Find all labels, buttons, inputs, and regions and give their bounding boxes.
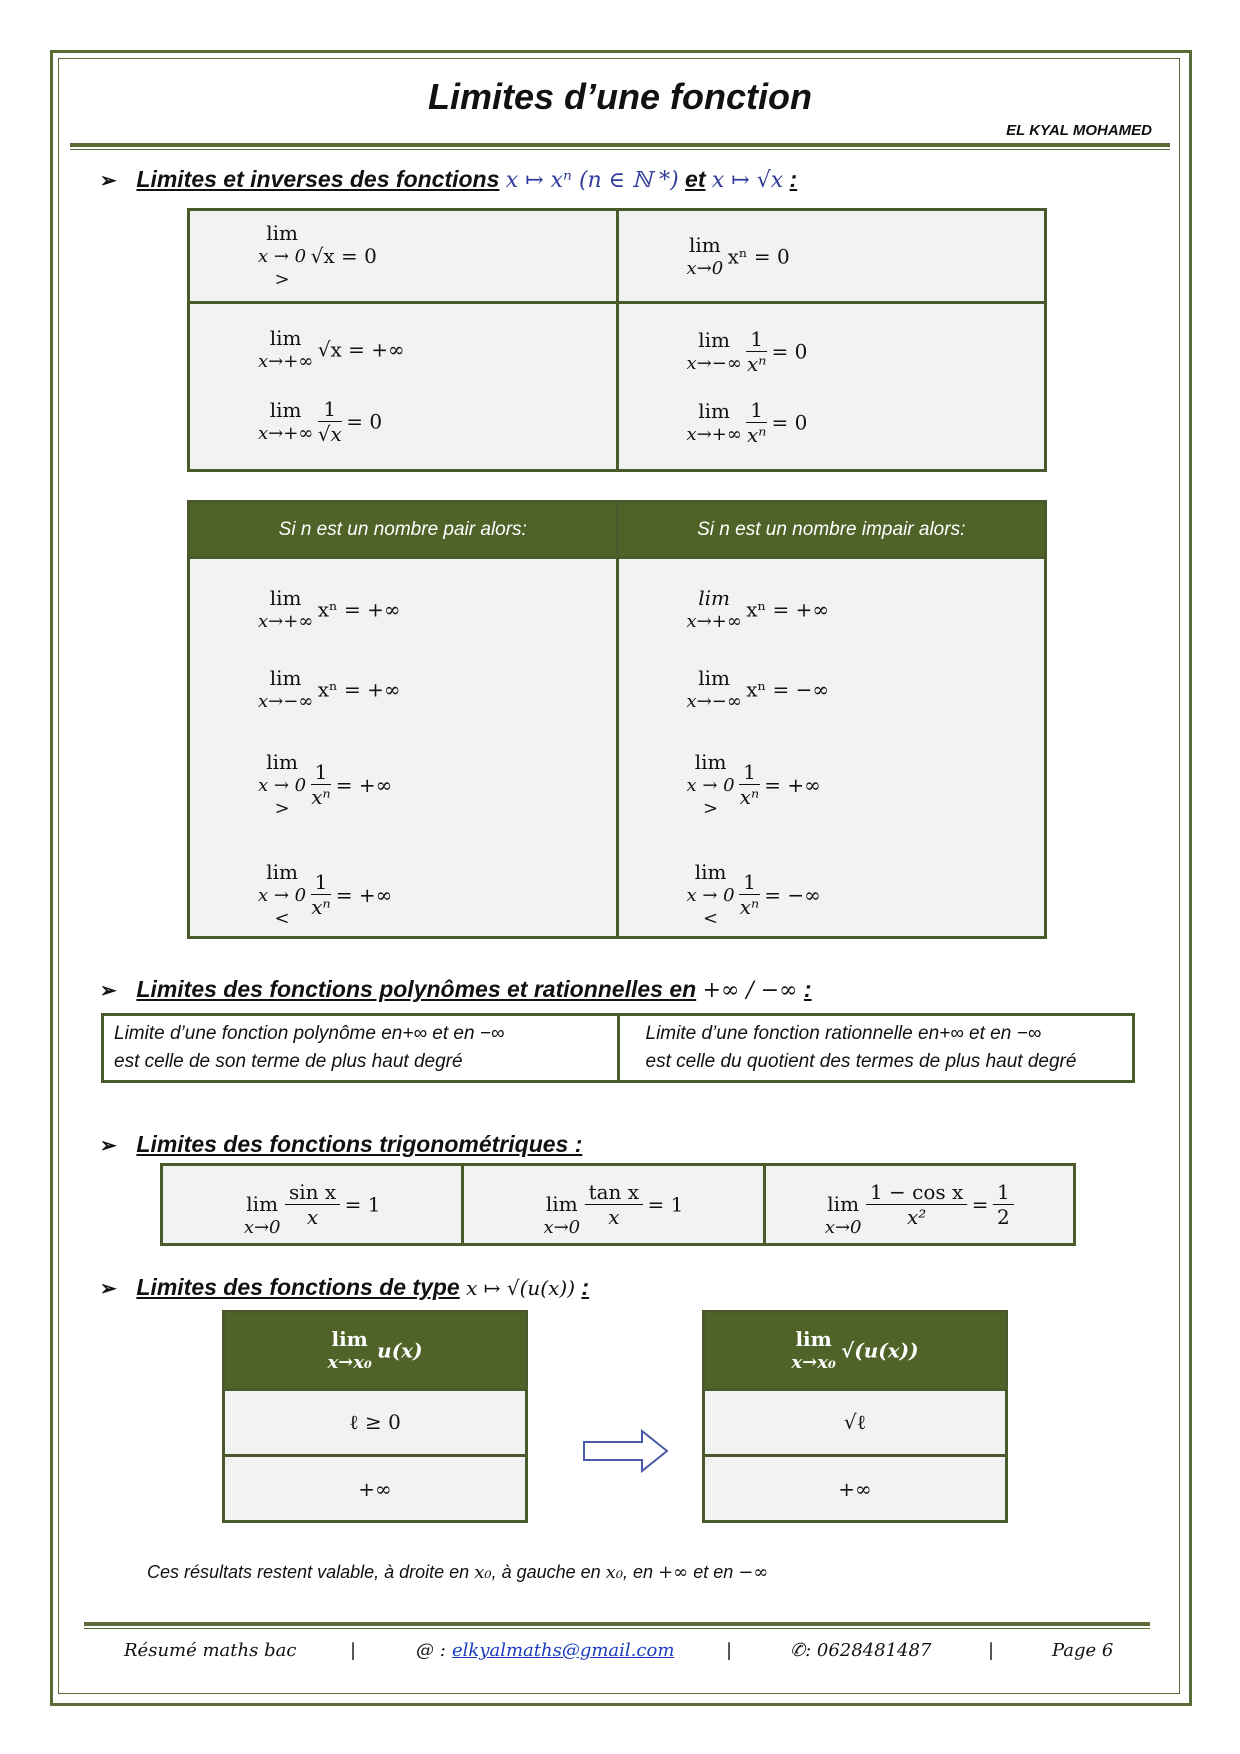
footer-at: @ :	[416, 1640, 446, 1661]
u-limit-infinity: +∞	[224, 1456, 527, 1522]
polynomial-rule: Limite d’une fonction polynôme en+∞ et en −∞ est celle de son terme de plus haut degré	[103, 1015, 619, 1082]
arrow-bullet-icon: ➢	[100, 170, 117, 192]
page-title: Limites d’une fonction	[428, 76, 812, 117]
cell-cos-limit: lim x→0 $\frac{\text{1 − cos x}}{\text{x²}}$ = $\frac{1}{2}$	[764, 1165, 1074, 1245]
inverse-limits-table	[187, 208, 1047, 472]
footer-phone: ✆: 0628481487	[790, 1640, 932, 1661]
arrow-bullet-icon: ➢	[100, 1135, 117, 1157]
cell-sqrt-infinity: lim x→+∞ √x = +∞ lim x→+∞ $\frac{1}{√x}$ = 0	[189, 303, 618, 471]
validity-note: Ces résultats restent valable, à droite en x₀, à gauche en x₀, en +∞ et en −∞	[147, 1562, 769, 1583]
footer-email-link[interactable]: elkyalmaths@gmail.com	[452, 1640, 675, 1661]
odd-header: Si n est un nombre impair alors:	[617, 502, 1046, 558]
footer-rule	[84, 1622, 1150, 1629]
sqrt-u-limit-header: lim x→x₀ √(u(x))	[704, 1312, 1007, 1390]
cell-inverse-xn: lim x→−∞ $\frac{1}{\text{xⁿ}}$ = 0 lim x→+∞ $\frac{1}{\text{xⁿ}}$ = 0	[617, 303, 1046, 471]
section-heading-trig: ➢ Limites des fonctions trigonométriques :	[100, 1131, 583, 1157]
implies-arrow-icon	[582, 1428, 670, 1474]
cell-sin-limit: lim x→0 $\frac{\text{sin x}}{x}$ = 1	[162, 1165, 463, 1245]
author: EL KYAL MOHAMED	[1006, 122, 1152, 139]
parity-limits-table	[187, 500, 1047, 939]
even-header: Si n est un nombre pair alors:	[189, 502, 618, 558]
u-limit-header: lim x→x₀ u(x)	[224, 1312, 527, 1390]
u-limit-ell: ℓ ≥ 0	[224, 1390, 527, 1456]
sqrt-u-limit-table	[702, 1310, 1008, 1523]
arrow-bullet-icon: ➢	[100, 1278, 117, 1300]
sqrt-u-limit-sqrt-ell: √ℓ	[704, 1390, 1007, 1456]
footer-title: Résumé maths bac	[124, 1640, 297, 1661]
section-heading-polynomials: ➢ Limites des fonctions polynômes et rationnelles en +∞ / −∞ :	[100, 976, 812, 1003]
odd-limits-cell: lim x→+∞ xⁿ = +∞ lim x→−∞ xⁿ = −∞ lim x → 0 > $\frac{1}{\text{xⁿ}}$ = +∞ lim x → 0 < $\frac{1}{\text{xⁿ}}$ = −∞	[617, 558, 1046, 938]
polynomial-rational-table	[101, 1013, 1135, 1083]
sqrt-u-limit-infinity: +∞	[704, 1456, 1007, 1522]
section-heading-sqrt-u: ➢ Limites des fonctions de type x ↦ √(u(x)) :	[100, 1274, 590, 1300]
cell-sqrt-zero: lim x → 0 > √x = 0	[189, 210, 618, 303]
rational-rule: Limite d’une fonction rationnelle en+∞ et en −∞ est celle du quotient des termes de plus haut degré	[618, 1015, 1134, 1082]
section-heading-inverses: ➢ Limites et inverses des fonctions x ↦ xⁿ (n ∈ ℕ *) et x ↦ √x :	[100, 166, 798, 193]
cell-tan-limit: lim x→0 $\frac{\text{tan x}}{x}$ = 1	[463, 1165, 764, 1245]
arrow-bullet-icon: ➢	[100, 980, 117, 1002]
u-limit-table	[222, 1310, 528, 1523]
page-number: Page 6	[1052, 1640, 1114, 1661]
header-rule	[70, 143, 1170, 150]
even-limits-cell: lim x→+∞ xⁿ = +∞ lim x→−∞ xⁿ = +∞ lim x → 0 > $\frac{1}{\text{xⁿ}}$ = +∞ lim x → 0 < $\frac{1}{\text{xⁿ}}$ = +∞	[189, 558, 618, 938]
trig-limits-table	[160, 1163, 1076, 1246]
cell-xn-zero: lim x→0 xⁿ = 0	[617, 210, 1046, 303]
